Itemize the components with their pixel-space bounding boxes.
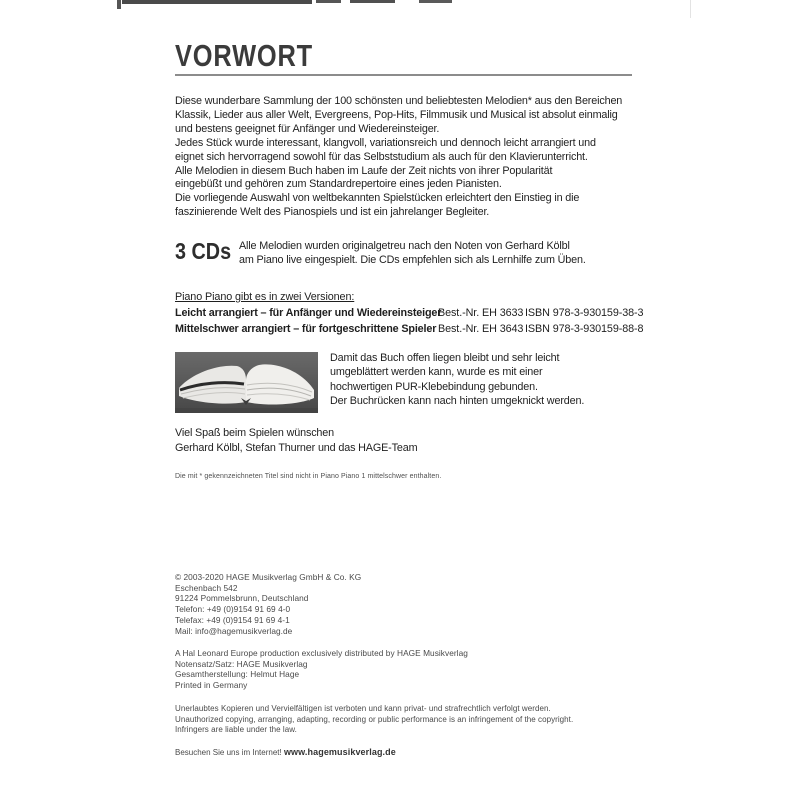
imprint-line: Telefax: +49 (0)9154 91 69 4-1 [175, 614, 290, 625]
binding-line: umgeblättert werden kann, wurde es mit einer [330, 366, 543, 379]
footnote: Die mit * gekennzeichneten Titel sind nicht in Piano Piano 1 mittelschwer enthalten. [175, 473, 442, 480]
versions-heading: Piano Piano gibt es in zwei Versionen: [175, 291, 355, 303]
scan-artifact-segment [350, 0, 395, 3]
scan-artifact-segment [316, 0, 341, 3]
imprint-publisher-block [175, 572, 361, 636]
closing-line: Gerhard Kölbl, Stefan Thurner und das HAGE-Team [175, 441, 418, 454]
version-label: Leicht arrangiert – für Anfänger und Wiedereinsteiger [175, 307, 442, 319]
scan-artifact-segment [122, 0, 312, 4]
imprint-line: Eschenbach 542 [175, 582, 238, 593]
visit-line [175, 747, 396, 757]
scan-artifact-segment [419, 0, 452, 3]
closing-text [175, 426, 417, 455]
imprint-legal-block [175, 704, 573, 736]
cds-description-line: Alle Melodien wurden originalgetreu nach den Noten von Gerhard Kölbl [239, 240, 570, 252]
title-rule [175, 74, 632, 76]
intro-text [175, 95, 655, 220]
imprint-production-block [175, 648, 468, 691]
cds-description [239, 240, 586, 268]
intro-line: eingebüßt und gehören zum Standardrepertoire eines jeden Pianisten. [175, 178, 502, 191]
page-title: VORWORT [175, 38, 314, 73]
intro-line: und bestens geeignet für Anfänger und Wiedereinsteiger. [175, 122, 440, 135]
binding-line: Der Buchrücken kann nach hinten umgeknickt werden. [330, 394, 585, 407]
cds-count-label: 3 CDs [175, 238, 232, 264]
imprint-line: Telefon: +49 (0)9154 91 69 4-0 [175, 604, 291, 615]
imprint-line: 91224 Pommelsbrunn, Deutschland [175, 593, 309, 604]
binding-description [330, 351, 584, 408]
version-isbn: ISBN 978-3-930159-88-8 [525, 323, 644, 335]
imprint-line: Infringers are liable under the law. [175, 725, 297, 735]
intro-line: faszinierende Welt des Pianospiels und ist ein jahrelanger Begleiter. [175, 206, 490, 219]
intro-line: eignet sich hervorragend sowohl für das Selbststudium als auch für den Klavierunterricht. [175, 150, 588, 163]
intro-line: Die vorliegende Auswahl von weltbekannten Spielstücken erleichtert den Einstieg in die [175, 192, 580, 205]
imprint-line: Printed in Germany [175, 680, 248, 691]
version-order-number: Best.-Nr. EH 3643 [438, 323, 524, 335]
visit-prefix: Besuchen Sie uns im Internet! [175, 748, 284, 757]
version-label: Mittelschwer arrangiert – für fortgeschrittene Spieler [175, 323, 437, 335]
intro-line: Diese wunderbare Sammlung der 100 schönsten und beliebtesten Melodien* aus den Bereichen [175, 95, 623, 107]
imprint-line: Mail: info@hagemusikverlag.de [175, 625, 293, 636]
website-url: www.hagemusikverlag.de [283, 747, 396, 757]
scan-edge-artifact [690, 0, 691, 18]
binding-line: hochwertigen PUR-Klebebindung gebunden. [330, 380, 538, 393]
version-order-number: Best.-Nr. EH 3633 [438, 307, 524, 319]
intro-line: Alle Melodien in diesem Buch haben im Laufe der Zeit nichts von ihrer Popularität [175, 164, 553, 177]
version-isbn: ISBN 978-3-930159-38-3 [525, 307, 644, 319]
open-book-photo [175, 352, 318, 413]
intro-line: Klassik, Lieder aus aller Welt, Evergreens, Pop-Hits, Filmmusik und Musical ist absolut einmalig [175, 108, 618, 121]
imprint-line: Unerlaubtes Kopieren und Vervielfältigen ist verboten und kann privat- und strafrechtlich verfolgt werden. [175, 704, 551, 713]
closing-line: Viel Spaß beim Spielen wünschen [175, 427, 335, 439]
open-book-image [175, 352, 318, 413]
imprint-line: © 2003-2020 HAGE Musikverlag GmbH & Co. KG [175, 572, 362, 582]
scan-artifact-segment [117, 0, 121, 9]
intro-line: Jedes Stück wurde interessant, klangvoll, variationsreich und dennoch leicht arrangiert und [175, 136, 596, 149]
imprint-line: Gesamtherstellung: Helmut Hage [175, 669, 300, 680]
cds-description-line: am Piano live eingespielt. Die CDs empfehlen sich als Lernhilfe zum Üben. [239, 253, 586, 266]
imprint-line: Notensatz/Satz: HAGE Musikverlag [175, 658, 308, 669]
imprint-line: Unauthorized copying, arranging, adapting, recording or public performance is an infringement of the copyright. [175, 714, 574, 724]
binding-line: Damit das Buch offen liegen bleibt und sehr leicht [330, 352, 560, 364]
imprint-line: A Hal Leonard Europe production exclusively distributed by HAGE Musikverlag [175, 648, 468, 658]
